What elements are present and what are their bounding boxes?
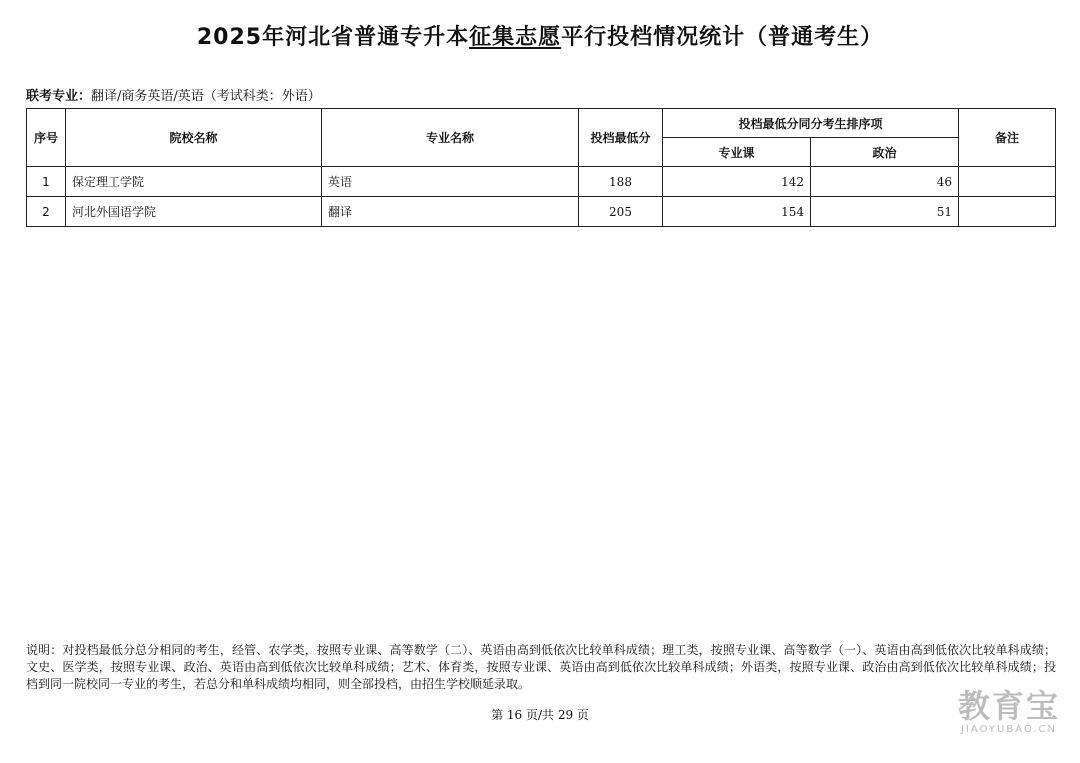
cell-seq: 1 [27,167,66,197]
header-politics: 政治 [811,138,959,167]
document-title [0,20,1080,51]
cell-school: 保定理工学院 [66,167,322,197]
cell-seq: 2 [27,197,66,227]
cell-remark [959,197,1056,227]
cell-school: 河北外国语学院 [66,197,322,227]
page-number: 第 16 页/共 29 页 [491,708,589,722]
admission-table [26,108,1056,227]
major-label: 联考专业： [26,89,92,104]
watermark-sub: JIAOYUBAO.CN [961,724,1057,735]
cell-politics: 51 [811,197,959,227]
header-course: 专业课 [663,138,811,167]
header-min-score: 投档最低分 [579,109,663,167]
header-seq: 序号 [27,109,66,167]
table-row [27,167,1056,197]
cell-major: 英语 [322,167,579,197]
header-school: 院校名称 [66,109,322,167]
cell-remark [959,167,1056,197]
table-row [27,197,1056,227]
explanatory-note: 说明：对投档最低分总分相同的考生，经管、农学类，按照专业课、高等数学（二）、英语由高到低依次比较单科成绩；理工类，按照专业课、高等数学（一）、英语由高到低依次比较单科成绩；文史、医学类，按照专业课、政治、英语由高到低依次比较单科成绩；艺术、体育类，按照专业课、英语由高到低依次比较单科成绩；外语类，按照专业课、政治由高到低依次比较单科成绩；投档到同一院校同一专业的考生，若总分和单科成绩均相同，则全部投档，由招生学校顺延录取。 [26,643,1056,691]
cell-course: 142 [663,167,811,197]
title-underlined: 征集志愿 [469,25,562,50]
cell-min-score: 188 [579,167,663,197]
title-prefix: 2025年河北省普通专升本 [196,25,470,50]
major-line [26,85,321,104]
header-tie-group: 投档最低分同分考生排序项 [663,109,959,138]
cell-min-score: 205 [579,197,663,227]
major-value: 翻译/商务英语/英语（考试科类：外语） [91,89,321,104]
cell-politics: 46 [811,167,959,197]
cell-course: 154 [663,197,811,227]
header-major: 专业名称 [322,109,579,167]
title-suffix: 平行投档情况统计（普通考生） [561,25,884,50]
watermark-logo [958,688,1060,735]
watermark-main: 教育宝 [957,687,1060,725]
cell-major: 翻译 [322,197,579,227]
header-remark: 备注 [959,109,1056,167]
